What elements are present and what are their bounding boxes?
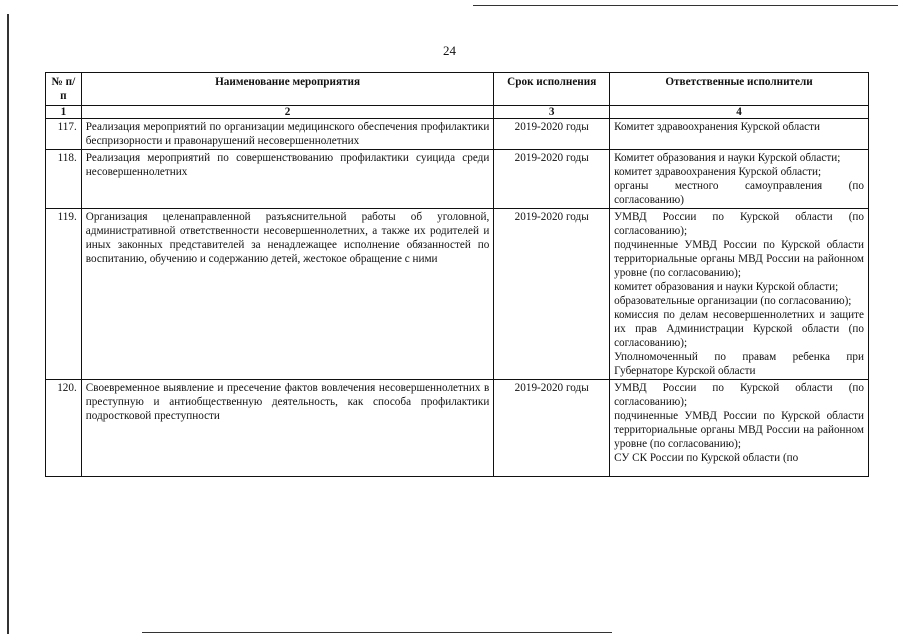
- measure-term: 2019-2020 годы: [494, 150, 610, 209]
- responsible-entry: комиссия по делам несовершеннолетних и защите их прав Администрации Курской области (по согласованию);: [614, 309, 864, 349]
- column-number: 1: [46, 106, 82, 119]
- measure-term: 2019-2020 годы: [494, 209, 610, 380]
- responsible-cell: [610, 209, 869, 380]
- responsible-entry: комитет образования и науки Курской области;: [614, 281, 839, 293]
- row-number: 118.: [46, 150, 82, 209]
- responsible-entry: СУ СК России по Курской области (по: [614, 452, 799, 464]
- column-number: 2: [81, 106, 494, 119]
- header-num: № п/п: [46, 73, 82, 106]
- table-header-row: [46, 73, 869, 106]
- row-number: 119.: [46, 209, 82, 380]
- measure-name: Своевременное выявление и пресечение фактов вовлечения несовершеннолетних в преступную и антиобщественную деятельность, как способа профилактики подростковой преступности: [81, 380, 494, 477]
- measures-table: [45, 72, 869, 477]
- responsible-cell: [610, 380, 869, 477]
- measure-name: Организация целенаправленной разъяснительной работы об уголовной, административной ответственности несовершеннолетних, а также их родителей и иных законных представителей за ненадлежащее исполнение обязанностей по воспитанию, обучению и содержанию детей, жестокое обращение с ними: [81, 209, 494, 380]
- responsible-entry: УМВД России по Курской области (по согласованию);: [614, 382, 864, 408]
- scan-edge-line-bottom: [142, 632, 612, 633]
- row-number: 117.: [46, 119, 82, 150]
- responsible-entry: комитет здравоохранения Курской области;: [614, 166, 822, 178]
- scan-edge-line-left: [7, 14, 9, 634]
- column-number-row: [46, 106, 869, 119]
- header-name: Наименование мероприятия: [81, 73, 494, 106]
- responsible-entry: Комитет образования и науки Курской области;: [614, 152, 841, 164]
- measure-name: Реализация мероприятий по организации медицинского обеспечения профилактики беспризорности и правонарушений несовершеннолетних: [81, 119, 494, 150]
- table-row: [46, 150, 869, 209]
- measure-name: Реализация мероприятий по совершенствованию профилактики суицида среди несовершеннолетних: [81, 150, 494, 209]
- measure-term: 2019-2020 годы: [494, 380, 610, 477]
- responsible-cell: [610, 150, 869, 209]
- column-number: 4: [610, 106, 869, 119]
- responsible-entry: Комитет здравоохранения Курской области: [614, 121, 821, 133]
- header-responsible: Ответственные исполнители: [610, 73, 869, 106]
- header-term: Срок исполнения: [494, 73, 610, 106]
- responsible-entry: Уполномоченный по правам ребенка при Губернаторе Курской области: [614, 351, 864, 377]
- responsible-cell: [610, 119, 869, 150]
- responsible-entry: УМВД России по Курской области (по согласованию);: [614, 211, 864, 237]
- responsible-entry: подчиненные УМВД России по Курской области территориальные органы МВД России на районном уровне (по согласованию);: [614, 410, 864, 450]
- column-number: 3: [494, 106, 610, 119]
- table-row: [46, 119, 869, 150]
- responsible-entry: подчиненные УМВД России по Курской области территориальные органы МВД России на районном уровне (по согласованию);: [614, 239, 864, 279]
- responsible-entry: образовательные организации (по согласованию);: [614, 295, 852, 307]
- row-number: 120.: [46, 380, 82, 477]
- measure-term: 2019-2020 годы: [494, 119, 610, 150]
- table-row: [46, 209, 869, 380]
- table-row: [46, 380, 869, 477]
- scan-edge-line-top: [473, 5, 898, 6]
- page-number: 24: [443, 43, 456, 58]
- responsible-entry: органы местного самоуправления (по согласованию): [614, 180, 864, 206]
